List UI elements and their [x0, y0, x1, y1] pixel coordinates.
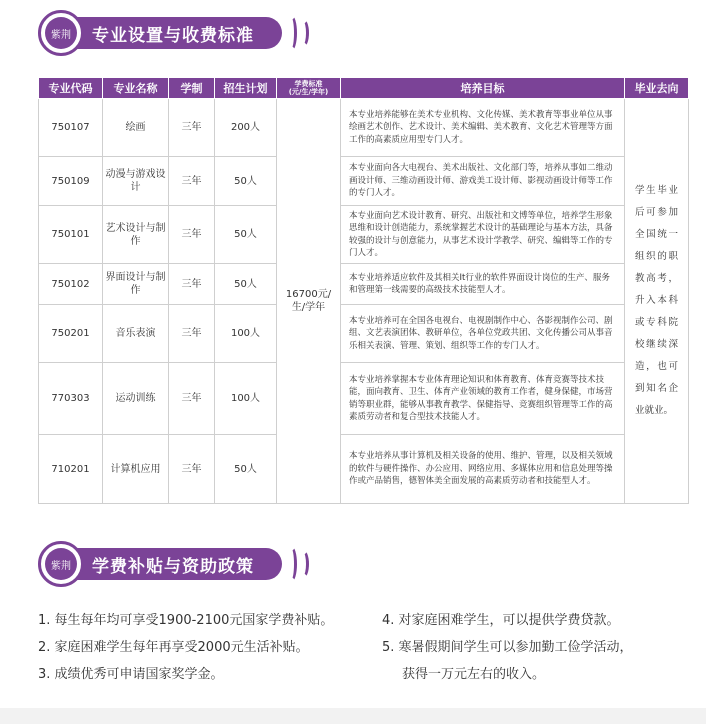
header-graduation: 毕业去向: [625, 78, 689, 99]
major-code: 750107: [39, 99, 103, 157]
section-banner-majors: [38, 10, 309, 56]
training-goal: 本专业面向艺术设计教育、研究、出版社和文博等单位，培养学生形象思维和设计创造能力，系统掌握艺术设计的基础理论与基本方法，具备较强的设计与创意能力，从事艺术设计学教学、研究、编辑等工作的专门人才。: [341, 206, 625, 264]
policy-item: 2. 家庭困难学生每年再享受2000元生活补贴。: [38, 640, 309, 655]
major-name: 界面设计与制作: [103, 264, 169, 305]
section-banner-policies: [38, 541, 309, 587]
major-quota: 50人: [215, 264, 277, 305]
major-name: 绘画: [103, 99, 169, 157]
major-name: 运动训练: [103, 363, 169, 435]
school-logo: 紫荆: [38, 10, 84, 56]
major-quota: 200人: [215, 99, 277, 157]
header-duration: 学制: [169, 78, 215, 99]
major-quota: 50人: [215, 435, 277, 504]
major-duration: 三年: [169, 206, 215, 264]
major-name: 动漫与游戏设计: [103, 157, 169, 206]
header-code: 专业代码: [39, 78, 103, 99]
major-quota: 50人: [215, 206, 277, 264]
section-title: 学费补贴与资助政策: [62, 548, 282, 580]
decorative-arc-icon: [298, 19, 309, 47]
header-fee: 学费标准 (元/生/学年): [277, 78, 341, 99]
table-row: [39, 99, 689, 157]
major-code: 750101: [39, 206, 103, 264]
major-name: 音乐表演: [103, 305, 169, 363]
major-duration: 三年: [169, 264, 215, 305]
policy-item: 5. 寒暑假期间学生可以参加勤工俭学活动，: [382, 640, 633, 655]
table-row: [39, 157, 689, 206]
majors-table: [38, 77, 689, 504]
major-quota: 100人: [215, 305, 277, 363]
header-goal: 培养目标: [341, 78, 625, 99]
table-row: [39, 206, 689, 264]
major-quota: 100人: [215, 363, 277, 435]
major-name: 计算机应用: [103, 435, 169, 504]
major-duration: 三年: [169, 157, 215, 206]
major-duration: 三年: [169, 305, 215, 363]
school-logo: 紫荆: [38, 541, 84, 587]
major-code: 710201: [39, 435, 103, 504]
tuition-fee: 16700元/生/学年: [277, 99, 341, 504]
major-code: 750109: [39, 157, 103, 206]
decorative-arc-icon: [298, 550, 309, 578]
policy-item: 3. 成绩优秀可申请国家奖学金。: [38, 667, 224, 682]
graduation-destination: 学生毕业后可参加全国统一组织的职教高考，升入本科或专科院校继续深造，也可到知名企业就业。: [625, 99, 689, 504]
major-code: 770303: [39, 363, 103, 435]
policy-item: 4. 对家庭困难学生，可以提供学费贷款。: [382, 613, 620, 628]
decorative-arc-icon: [286, 15, 297, 51]
table-row: [39, 435, 689, 504]
table-header-row: [39, 78, 689, 99]
page-footer: [0, 708, 706, 724]
section-title: 专业设置与收费标准: [62, 17, 282, 49]
major-name: 艺术设计与制作: [103, 206, 169, 264]
table-row: [39, 305, 689, 363]
table-row: [39, 264, 689, 305]
training-goal: 本专业面向各大电视台、美术出版社、文化部门等，培养从事如二维动画设计师、三维动画设计师、游戏美工设计师、影视动画设计师等工作的专门人才。: [341, 157, 625, 206]
policy-item: 获得一万元左右的收入。: [402, 667, 546, 682]
major-duration: 三年: [169, 363, 215, 435]
training-goal: 本专业培养适应软件及其相关It行业的软件界面设计岗位的生产、服务和管理第一线需要的高级技术技能型人才。: [341, 264, 625, 305]
major-code: 750201: [39, 305, 103, 363]
major-duration: 三年: [169, 435, 215, 504]
major-duration: 三年: [169, 99, 215, 157]
decorative-arc-icon: [286, 546, 297, 582]
header-quota: 招生计划: [215, 78, 277, 99]
major-quota: 50人: [215, 157, 277, 206]
training-goal: 本专业培养掌握本专业体育理论知识和体育教育、体育竞赛等技术技能，面向教育、卫生、体育产业领域的教育工作者，健身保健，市场营销等职业群，能够从事教育教学、保健指导、竞赛组织管理等工作的高素质劳动者和复合型技术技能人才。: [341, 363, 625, 435]
header-name: 专业名称: [103, 78, 169, 99]
table-row: [39, 363, 689, 435]
training-goal: 本专业培养从事计算机及相关设备的使用、维护、管理，以及相关领域的软件与硬件操作、办公应用、网络应用、多媒体应用和信息处理等操作或产品销售，德智体美全面发展的高素质劳动者和技能型人才。: [341, 435, 625, 504]
major-code: 750102: [39, 264, 103, 305]
training-goal: 本专业培养能够在美术专业机构、文化传媒、美术教育等事业单位从事绘画艺术创作、艺术设计、美术编辑、美术教育、文化艺术管理等方面工作的高素质应用型专门人才。: [341, 99, 625, 157]
training-goal: 本专业培养可在全国各电视台、电视剧制作中心、各影视制作公司、剧组、文艺表演团体、教研单位，各单位党政共团、文化传播公司从事音乐相关表演、管理、策划、组织等工作的专门人才。: [341, 305, 625, 363]
policy-item: 1. 每生每年均可享受1900-2100元国家学费补贴。: [38, 613, 334, 628]
